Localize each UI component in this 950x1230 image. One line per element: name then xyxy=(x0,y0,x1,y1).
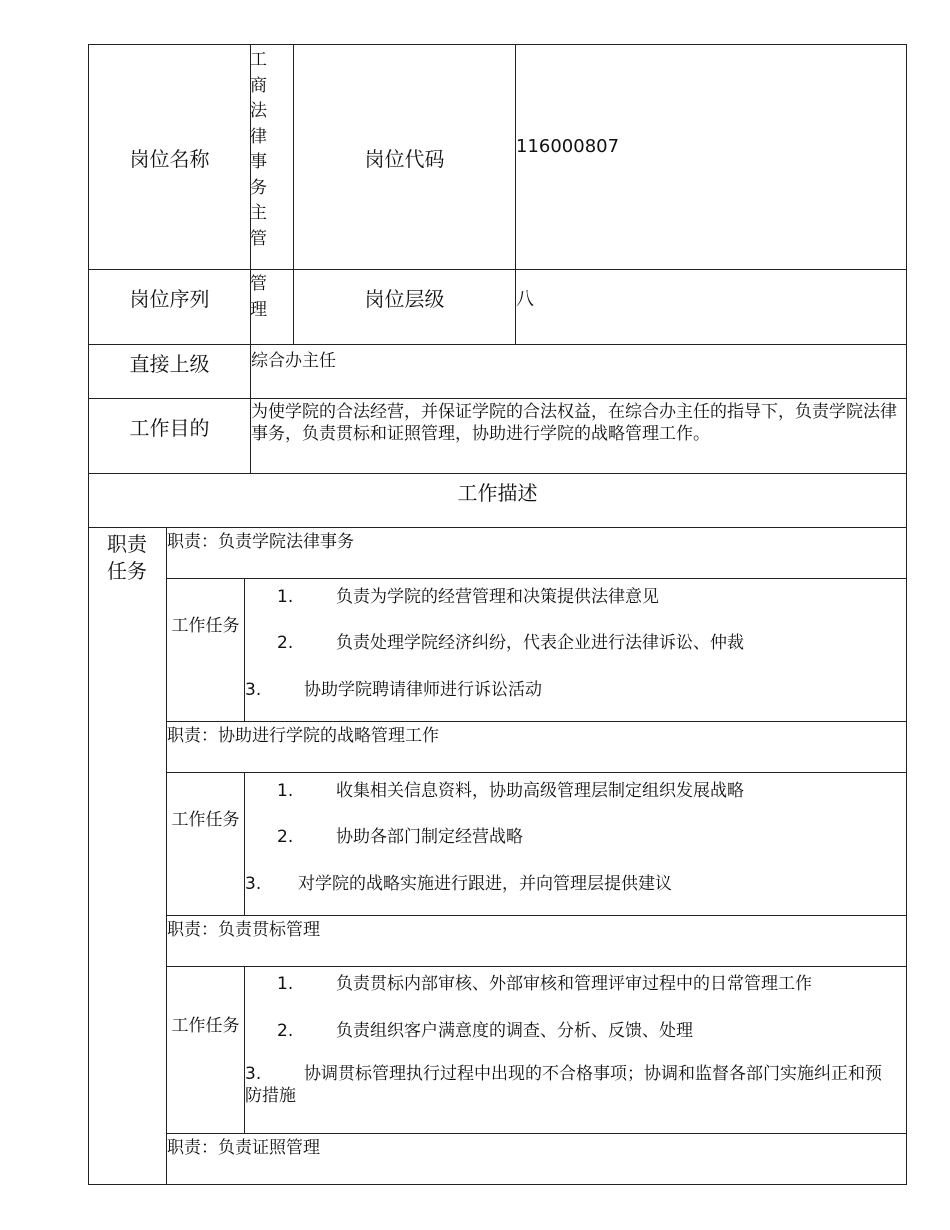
post-sequence-label: 岗位序列 xyxy=(129,286,210,311)
task-column-label: 工作任务 xyxy=(171,810,240,830)
post-level-label: 岗位层级 xyxy=(364,286,445,311)
task-item: 2. 协助各部门制定经营战略 xyxy=(277,827,523,847)
post-name-value: 工商法律事务主管 xyxy=(250,50,267,249)
task-item: 3. 对学院的战略实施进行跟进，并向管理层提供建议 xyxy=(245,874,672,894)
duty-title: 职责：负责证照管理 xyxy=(167,1138,320,1158)
task-item: 1. 收集相关信息资料，协助高级管理层制定组织发展战略 xyxy=(277,781,744,801)
post-name-label: 岗位名称 xyxy=(129,146,210,171)
duty-title: 职责：协助进行学院的战略管理工作 xyxy=(167,726,439,746)
task-item: 3. 协调贯标管理执行过程中出现的不合格事项；协调和监督各部门实施纠正和预防措施 xyxy=(245,1064,882,1106)
purpose-label: 工作目的 xyxy=(129,415,210,440)
task-column-label: 工作任务 xyxy=(171,1016,240,1036)
section-title: 工作描述 xyxy=(457,480,538,505)
task-item: 2. 负责组织客户满意度的调查、分析、反馈、处理 xyxy=(277,1021,693,1041)
post-code-label: 岗位代码 xyxy=(364,146,445,171)
duty-title: 职责：负责学院法律事务 xyxy=(167,532,354,552)
supervisor-label: 直接上级 xyxy=(129,351,210,376)
task-item: 1. 负责为学院的经营管理和决策提供法律意见 xyxy=(277,587,659,607)
purpose-value: 为使学院的合法经营，并保证学院的合法权益，在综合办主任的指导下，负责学院法律事务，负责贯标和证照管理，协助进行学院的战略管理工作。 xyxy=(251,402,897,444)
post-level-value: 八 xyxy=(516,289,534,310)
duty-column-label: 职责任务 xyxy=(107,532,147,583)
post-code-value: 116000807 xyxy=(516,136,620,157)
task-column-label: 工作任务 xyxy=(171,616,240,636)
task-item: 2. 负责处理学院经济纠纷，代表企业进行法律诉讼、仲裁 xyxy=(277,633,744,653)
task-item: 1. 负责贯标内部审核、外部审核和管理评审过程中的日常管理工作 xyxy=(277,974,812,994)
duty-title: 职责：负责贯标管理 xyxy=(167,920,320,940)
post-sequence-value: 管理 xyxy=(250,274,267,320)
task-item: 3. 协助学院聘请律师进行诉讼活动 xyxy=(245,680,542,700)
supervisor-value: 综合办主任 xyxy=(251,351,336,371)
